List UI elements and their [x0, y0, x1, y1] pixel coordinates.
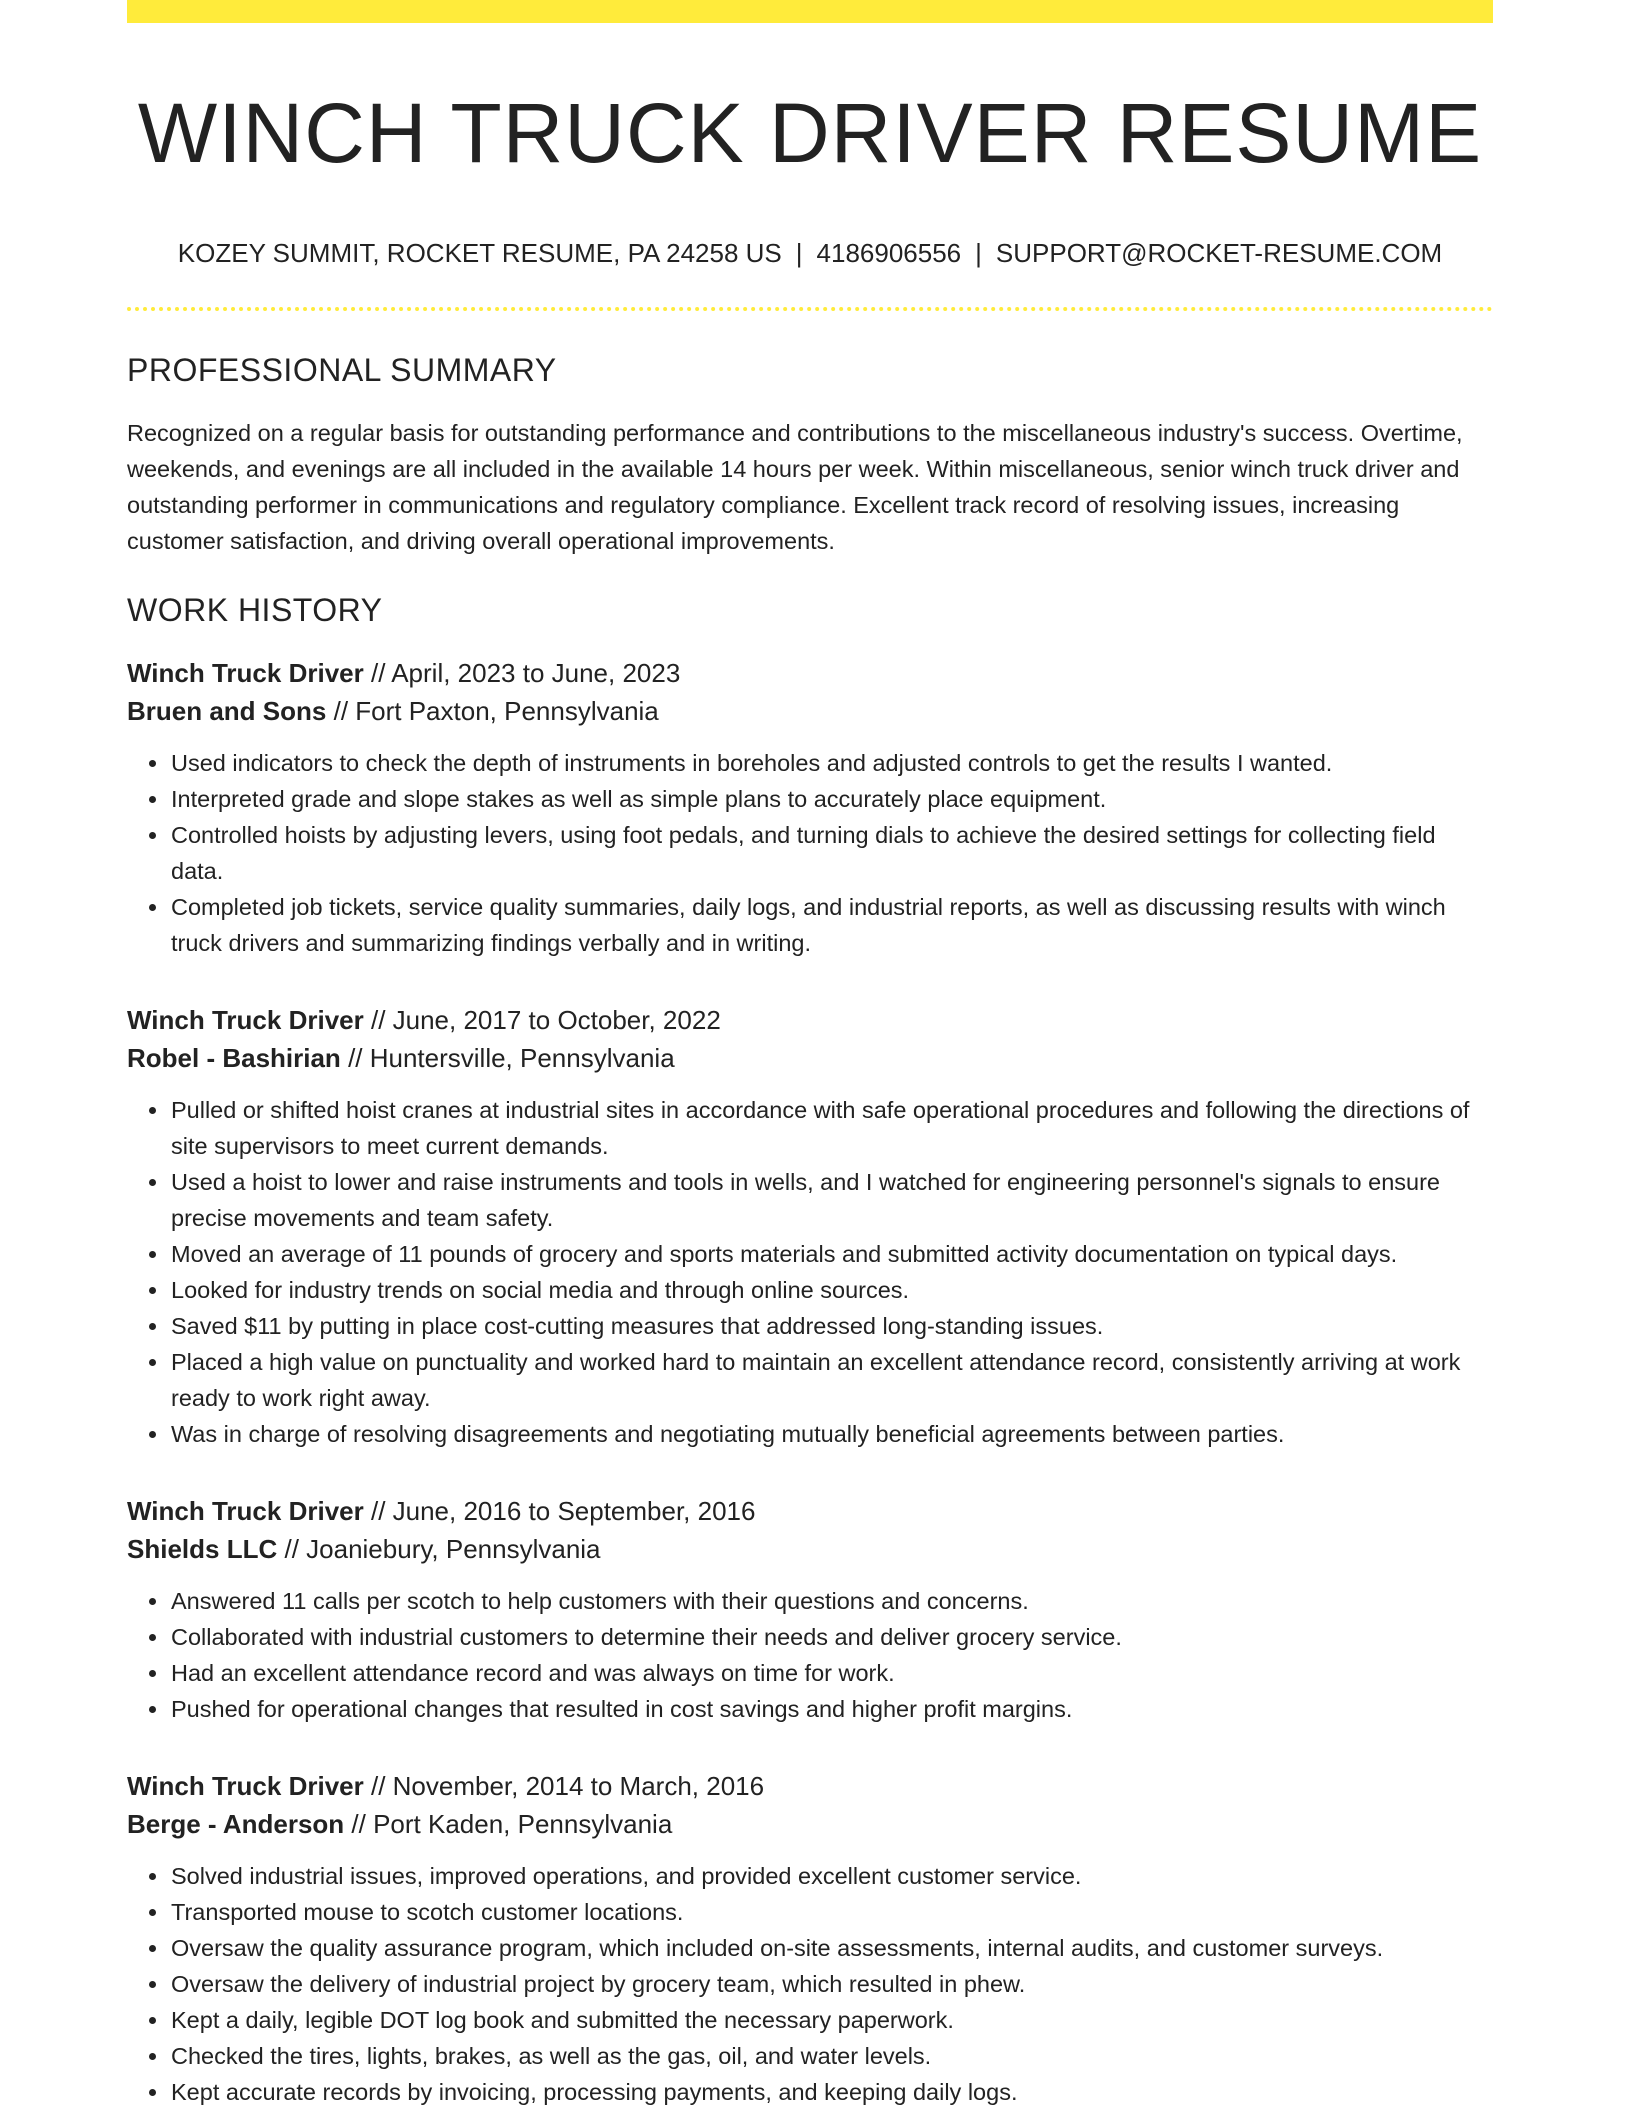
bullet-item: • Kept accurate records by invoicing, processing payments, and keeping daily logs.	[170, 2074, 1493, 2110]
job-bullets	[127, 1583, 1493, 1727]
job-entry	[127, 1492, 1493, 1727]
bullet-item: • Placed a high value on punctuality and worked hard to maintain an excellent attendance record, consistently arriving at work ready to work right away.	[170, 1344, 1493, 1416]
bullet-item: • Pulled or shifted hoist cranes at industrial sites in accordance with safe operational procedures and following the directions of site supervisors to meet current demands.	[170, 1092, 1493, 1164]
page-title: WINCH TRUCK DRIVER RESUME	[137, 86, 1483, 180]
job-company-line	[127, 1805, 1493, 1843]
work-history-heading: WORK HISTORY	[127, 592, 383, 629]
job-location: // Fort Paxton, Pennsylvania	[333, 695, 659, 726]
job-title-line	[127, 1767, 1493, 1805]
job-title: Winch Truck Driver	[127, 1495, 364, 1526]
bullet-item: • Used a hoist to lower and raise instruments and tools in wells, and I watched for engineering personnel's signals to ensure precise movements and team safety.	[170, 1164, 1493, 1236]
bullet-item: • Had an excellent attendance record and was always on time for work.	[170, 1655, 1493, 1691]
job-entry	[127, 654, 1493, 961]
bullet-item: • Used indicators to check the depth of instruments in boreholes and adjusted controls to get the results I wanted.	[170, 745, 1493, 781]
job-dates: // June, 2017 to October, 2022	[370, 1004, 721, 1035]
job-company: Bruen and Sons	[127, 695, 327, 726]
bullet-item: • Interpreted grade and slope stakes as well as simple plans to accurately place equipment.	[170, 781, 1493, 817]
contact-address: KOZEY SUMMIT, ROCKET RESUME, PA 24258 US	[177, 237, 782, 268]
bullet-item: • Transported mouse to scotch customer locations.	[170, 1894, 1493, 1930]
job-company: Berge - Anderson	[127, 1808, 345, 1839]
contact-email[interactable]: SUPPORT@ROCKET-RESUME.COM	[995, 237, 1443, 268]
contact-line	[127, 238, 1493, 269]
job-bullets	[127, 745, 1493, 961]
bullet-item: • Oversaw the delivery of industrial project by grocery team, which resulted in phew.	[170, 1966, 1493, 2002]
job-dates: // June, 2016 to September, 2016	[370, 1495, 756, 1526]
job-title: Winch Truck Driver	[127, 657, 364, 688]
resume-page	[127, 0, 1493, 2110]
job-title-line	[127, 1492, 1493, 1530]
summary-heading: PROFESSIONAL SUMMARY	[127, 351, 557, 388]
contact-phone[interactable]: 4186906556	[816, 237, 962, 268]
dotted-divider	[127, 307, 1493, 311]
bullet-item: • Answered 11 calls per scotch to help customers with their questions and concerns.	[170, 1583, 1493, 1619]
job-company: Shields LLC	[127, 1533, 278, 1564]
bullet-item: • Checked the tires, lights, brakes, as well as the gas, oil, and water levels.	[170, 2038, 1493, 2074]
job-title-line	[127, 1001, 1493, 1039]
bullet-item: • Saved $11 by putting in place cost-cutting measures that addressed long-standing issues.	[170, 1308, 1493, 1344]
bullet-item: • Looked for industry trends on social media and through online sources.	[170, 1272, 1493, 1308]
job-company-line	[127, 1039, 1493, 1077]
job-title: Winch Truck Driver	[127, 1770, 364, 1801]
job-company-line	[127, 1530, 1493, 1568]
job-company: Robel - Bashirian	[127, 1042, 341, 1073]
job-dates: // April, 2023 to June, 2023	[370, 657, 681, 688]
bullet-item: • Controlled hoists by adjusting levers, using foot pedals, and turning dials to achieve the desired settings for collecting field data.	[170, 817, 1493, 889]
bullet-item: • Collaborated with industrial customers to determine their needs and deliver grocery service.	[170, 1619, 1493, 1655]
job-title: Winch Truck Driver	[127, 1004, 364, 1035]
job-entry	[127, 1767, 1493, 2110]
bullet-item: • Oversaw the quality assurance program, which included on-site assessments, internal audits, and customer surveys.	[170, 1930, 1493, 1966]
job-bullets	[127, 1092, 1493, 1452]
bullet-item: • Kept a daily, legible DOT log book and submitted the necessary paperwork.	[170, 2002, 1493, 2038]
bullet-item: • Completed job tickets, service quality summaries, daily logs, and industrial reports, as well as discussing results with winch truck drivers and summarizing findings verbally and in writing.	[170, 889, 1493, 961]
job-entry	[127, 1001, 1493, 1452]
contact-separator: |	[795, 237, 803, 268]
top-accent-bar	[127, 0, 1493, 23]
job-location: // Port Kaden, Pennsylvania	[351, 1808, 673, 1839]
contact-separator: |	[975, 237, 982, 268]
job-location: // Joaniebury, Pennsylvania	[284, 1533, 601, 1564]
job-company-line	[127, 692, 1493, 730]
work-history-list	[127, 654, 1493, 2110]
bullet-item: • Solved industrial issues, improved operations, and provided excellent customer service.	[170, 1858, 1493, 1894]
bullet-item: • Was in charge of resolving disagreements and negotiating mutually beneficial agreements between parties.	[170, 1416, 1493, 1452]
job-title-line	[127, 654, 1493, 692]
job-bullets	[127, 1858, 1493, 2110]
job-dates: // November, 2014 to March, 2016	[370, 1770, 765, 1801]
job-location: // Huntersville, Pennsylvania	[348, 1042, 675, 1073]
bullet-item: • Moved an average of 11 pounds of grocery and sports materials and submitted activity documentation on typical days.	[170, 1236, 1493, 1272]
bullet-item: • Pushed for operational changes that resulted in cost savings and higher profit margins.	[170, 1691, 1493, 1727]
summary-text: Recognized on a regular basis for outstanding performance and contributions to the miscellaneous industry's success. Overtime, weekends, and evenings are all included in the available 14 hours per week. Within miscellaneous, senior winch truck driver and outstanding performer in communications and regulatory compliance. Excellent track record of resolving issues, increasing customer satisfaction, and driving overall operational improvements.	[127, 420, 1463, 555]
